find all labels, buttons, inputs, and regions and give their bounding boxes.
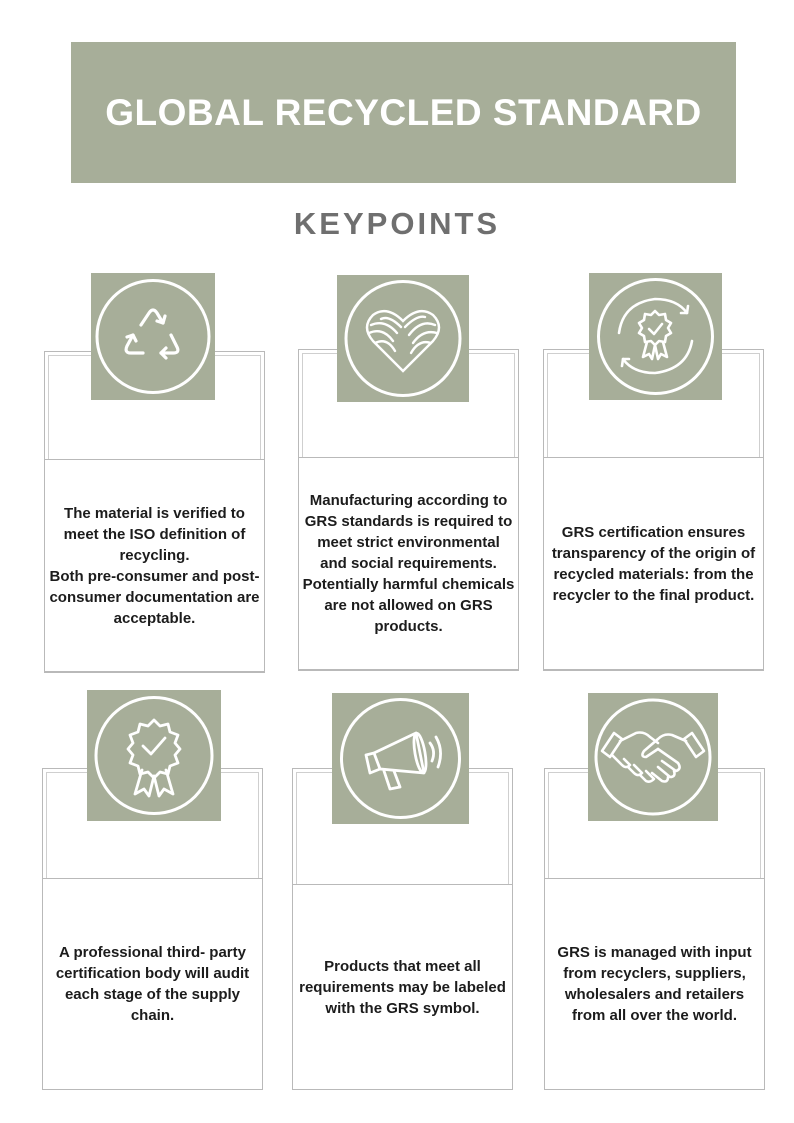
yarn-heart-icon — [337, 275, 469, 402]
keypoint-text: Products that meet all requirements may be labeled with the GRS symbol. — [292, 884, 513, 1090]
certificate-cycle-icon — [589, 273, 722, 400]
megaphone-icon — [332, 693, 469, 824]
keypoint-text: GRS certification ensures transparency of the origin of recycled materials: from the recycler to the final product. — [543, 457, 764, 670]
keypoint-text: A professional third- party certification body will audit each stage of the supply chain. — [42, 878, 263, 1090]
section-heading: KEYPOINTS — [293, 206, 501, 241]
keypoint-text: Manufacturing according to GRS standards is required to meet strict environmental and social requirements. Potentially harmful chemicals are not allowed on GRS products. — [298, 457, 519, 670]
handshake-icon — [588, 693, 718, 821]
award-badge-icon — [87, 690, 221, 821]
title-banner — [71, 42, 736, 183]
recycle-icon — [91, 273, 215, 400]
keypoint-text: GRS is managed with input from recyclers, suppliers, wholesalers and retailers from all over the world. — [544, 878, 765, 1090]
keypoint-text: The material is verified to meet the ISO definition of recycling. Both pre-consumer and post-consumer documentation are acceptable. — [44, 459, 265, 672]
page-title: GLOBAL RECYCLED STANDARD — [105, 91, 702, 133]
